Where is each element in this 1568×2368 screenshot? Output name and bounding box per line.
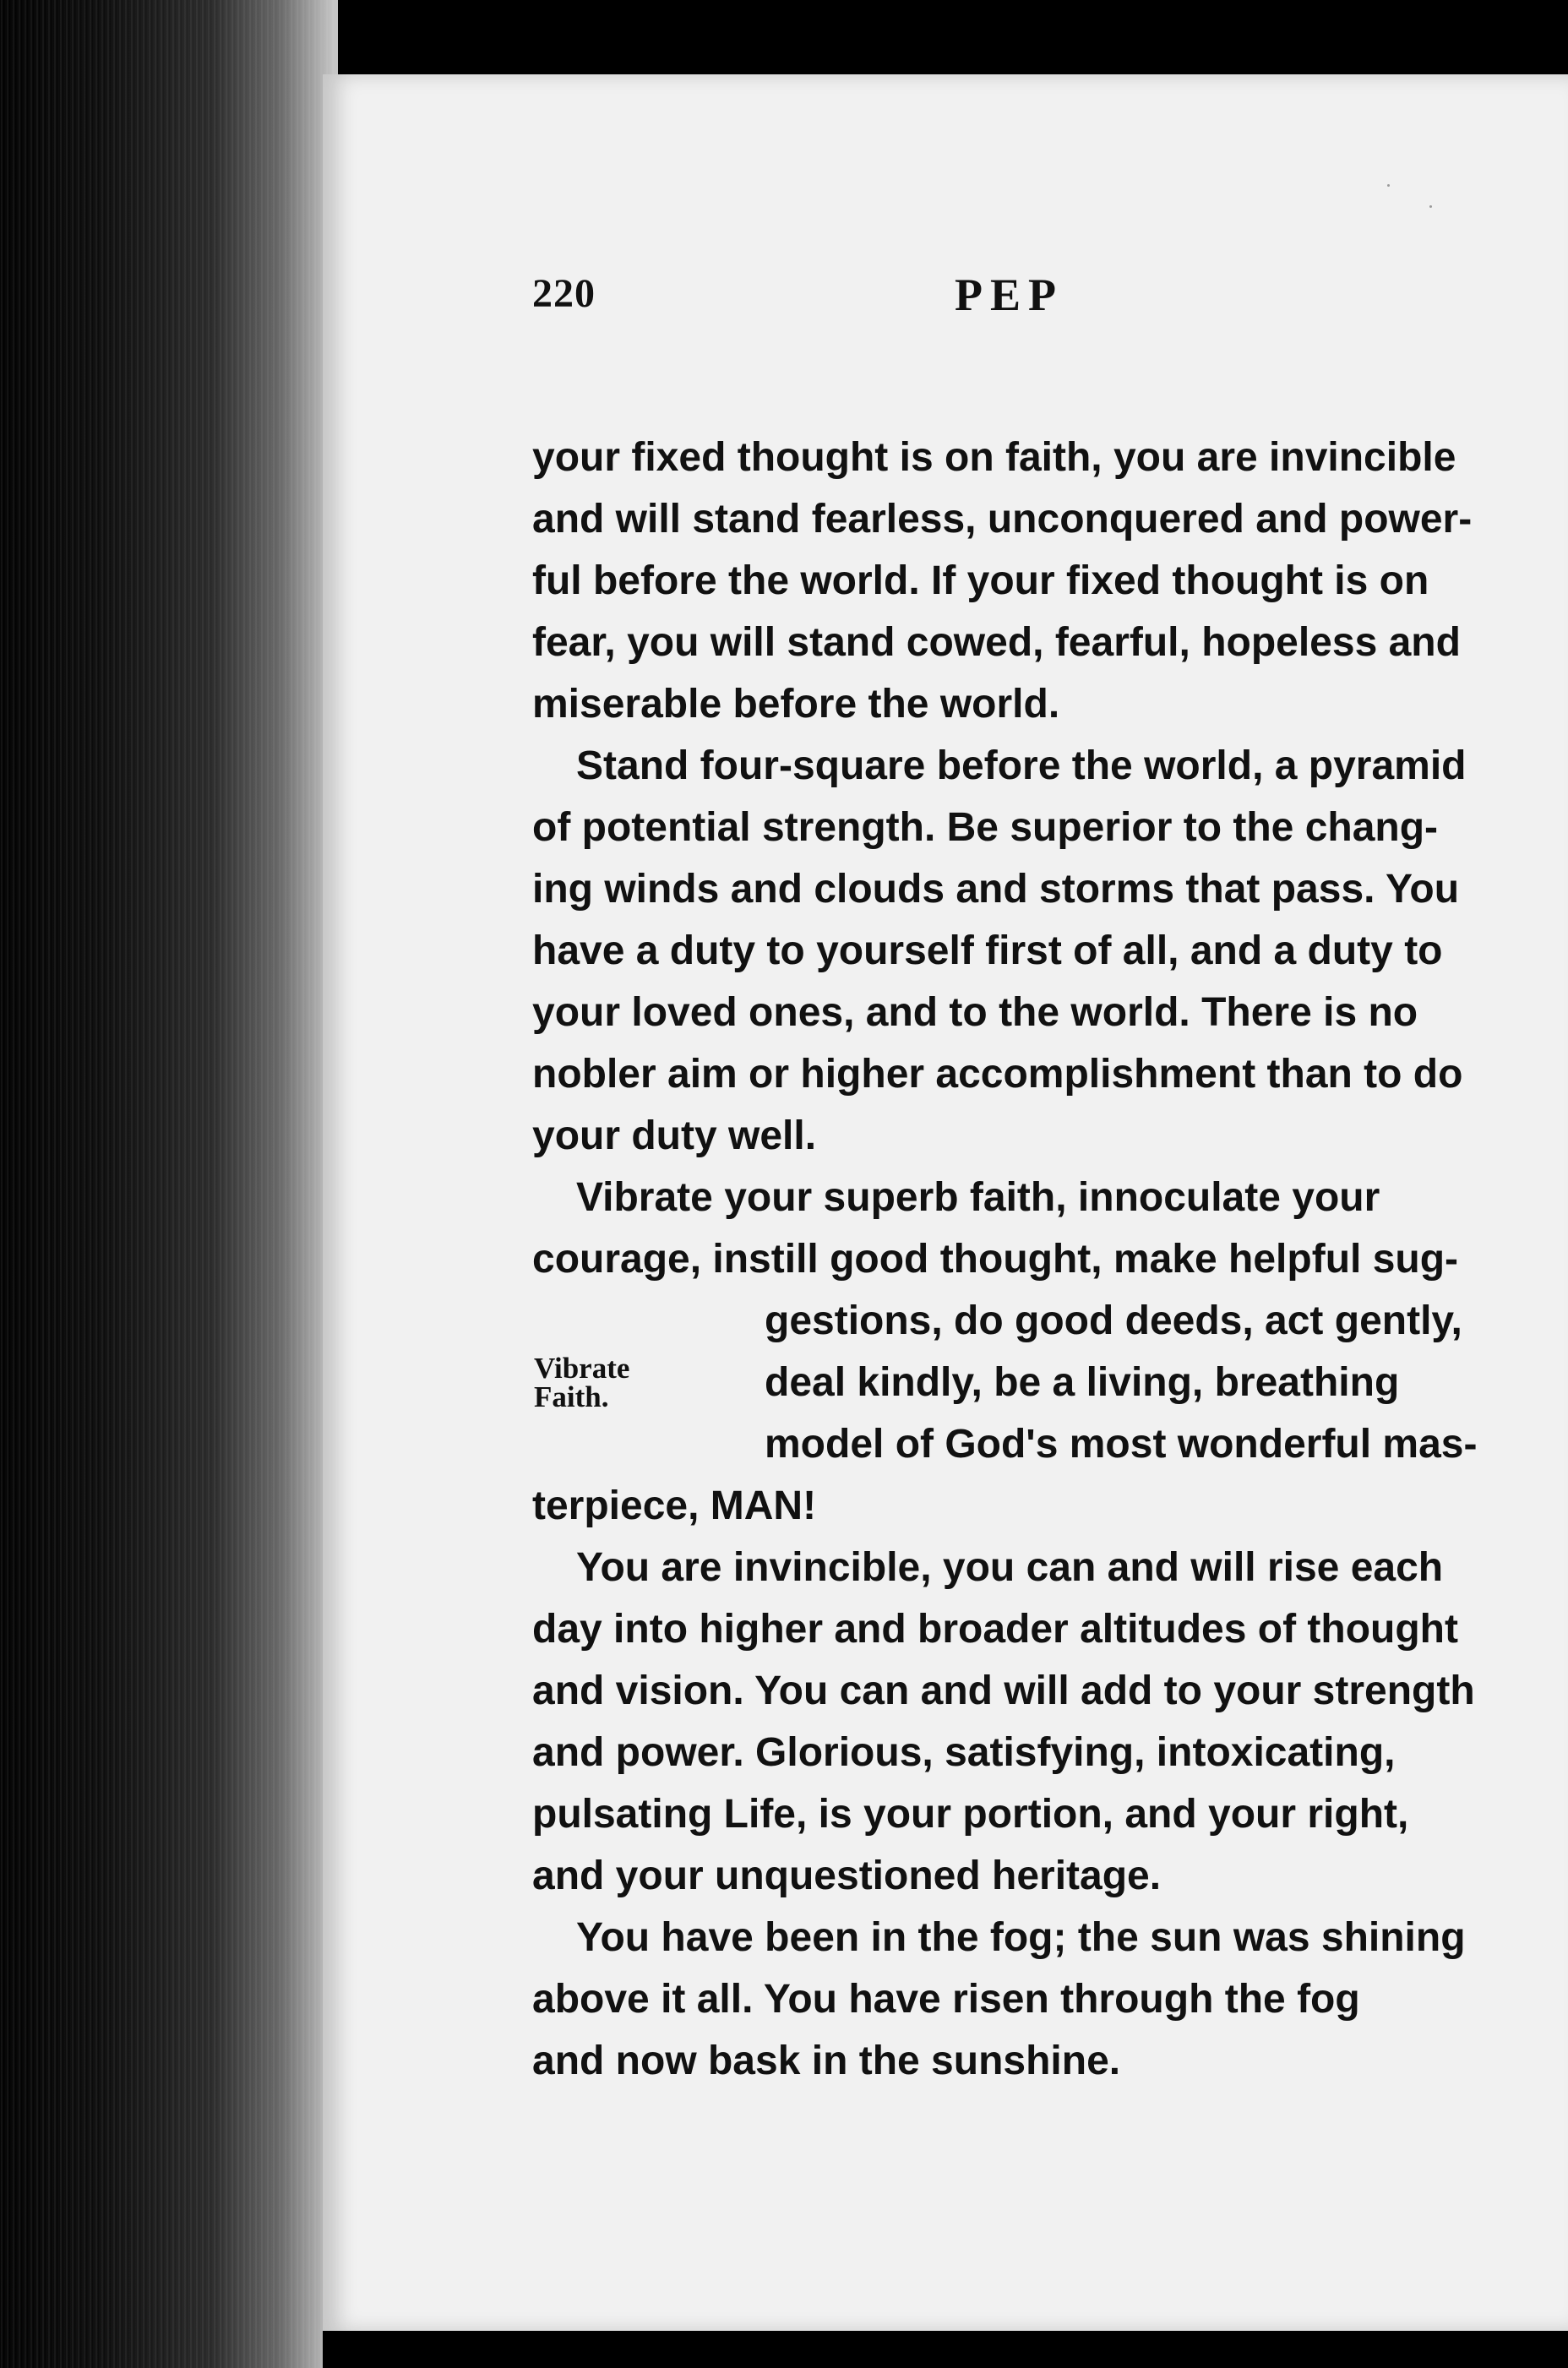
text-line: fear, you will stand cowed, fearful, hopeless and: [532, 620, 1461, 665]
text-line: have a duty to yourself first of all, and a duty to: [532, 928, 1443, 973]
text-line: and power. Glorious, satisfying, intoxicating,: [532, 1730, 1396, 1775]
book-page: [323, 74, 1568, 2332]
scan-speck: [1387, 184, 1390, 187]
text-line: miserable before the world.: [532, 682, 1060, 727]
text-line: gestions, do good deeds, act gently,: [765, 1298, 1462, 1343]
running-title: PEP: [955, 269, 1064, 320]
text-line: pulsating Life, is your portion, and your right,: [532, 1792, 1409, 1837]
text-line: ing winds and clouds and storms that pass. You: [532, 867, 1460, 912]
text-line: deal kindly, be a living, breathing: [765, 1360, 1400, 1405]
margin-note-line: Vibrate: [534, 1352, 630, 1385]
text-line: your duty well.: [532, 1113, 817, 1158]
text-line: and will stand fearless, unconquered and power-: [532, 497, 1473, 542]
text-line: your loved ones, and to the world. There is no: [532, 990, 1418, 1035]
margin-note: [534, 1354, 629, 1412]
page-number: 220: [532, 271, 596, 316]
text-line: above it all. You have risen through the fog: [532, 1977, 1360, 2022]
text-line: Vibrate your superb faith, innoculate your: [576, 1175, 1380, 1220]
scanned-book-edge: [0, 0, 338, 2368]
text-line: model of God's most wonderful mas-: [765, 1422, 1478, 1467]
text-line: Stand four-square before the world, a pyramid: [576, 743, 1467, 788]
scan-top-shadow: [323, 0, 1568, 74]
page-header: [532, 269, 1445, 353]
scan-bottom-shadow: [323, 2331, 1568, 2368]
text-line: of potential strength. Be superior to the chang-: [532, 805, 1439, 850]
text-line: terpiece, MAN!: [532, 1483, 817, 1528]
text-line: and vision. You can and will add to your strength: [532, 1668, 1475, 1713]
text-line: You are invincible, you can and will rise each: [576, 1545, 1444, 1590]
scan-speck: [1429, 205, 1432, 208]
text-line: ful before the world. If your fixed thought is on: [532, 558, 1429, 603]
text-line: your fixed thought is on faith, you are invincible: [532, 435, 1456, 480]
text-line: You have been in the fog; the sun was shining: [576, 1915, 1466, 1960]
margin-note-line: Faith.: [534, 1380, 609, 1413]
text-line: day into higher and broader altitudes of thought: [532, 1607, 1458, 1652]
text-line: and your unquestioned heritage.: [532, 1854, 1162, 1898]
text-line: nobler aim or higher accomplishment than to do: [532, 1052, 1463, 1097]
text-line: and now bask in the sunshine.: [532, 2039, 1121, 2083]
text-line: courage, instill good thought, make helpful sug-: [532, 1237, 1459, 1282]
